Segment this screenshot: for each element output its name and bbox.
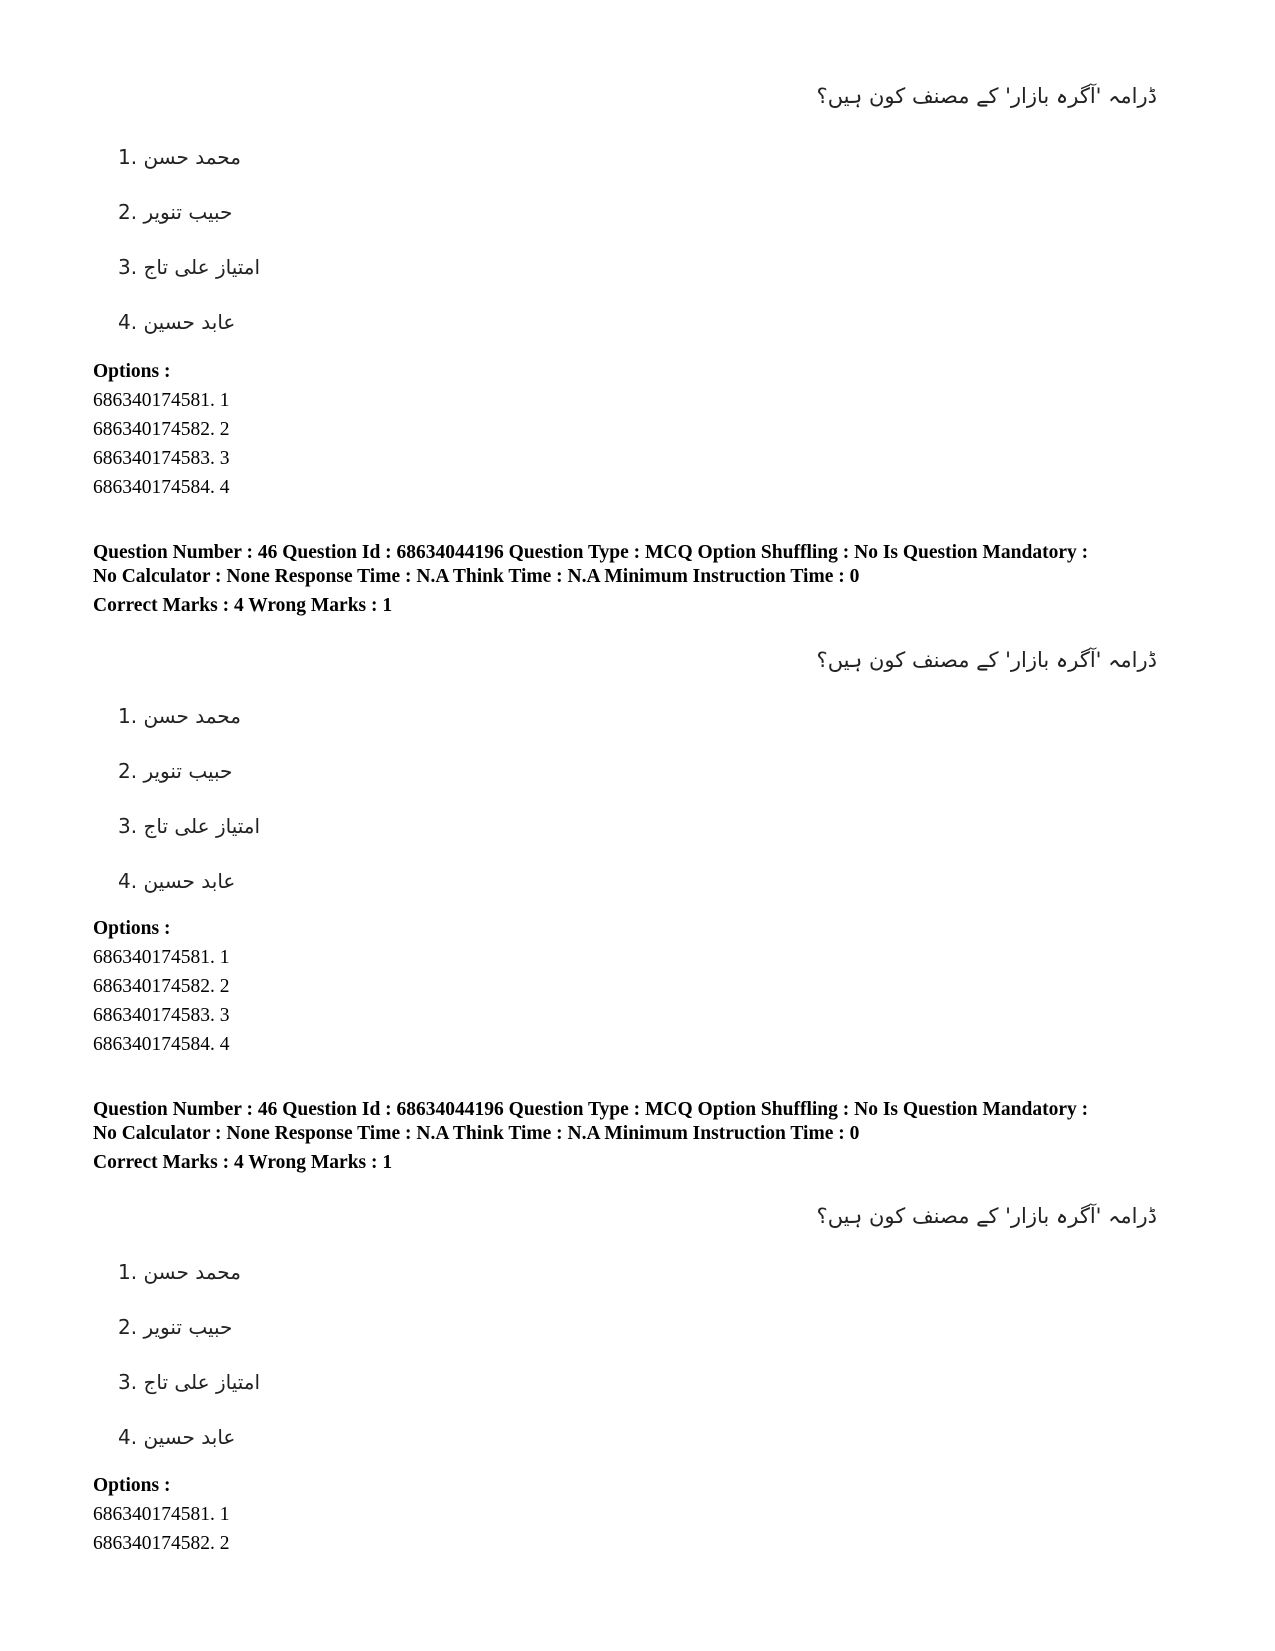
choice-text: محمد حسن xyxy=(143,144,241,169)
choice-item xyxy=(118,184,260,239)
meta-line-2: No Calculator : None Response Time : N.A Think Time : N.A Minimum Instruction Time : 0 xyxy=(93,566,860,587)
choice-number: 1. xyxy=(118,1259,138,1284)
choice-item xyxy=(118,743,260,798)
choice-item xyxy=(118,853,260,908)
question-text: ڈرامہ 'آگرہ بازار' کے مصنف کون ہیں؟ xyxy=(816,1204,1157,1228)
options-label: Options : xyxy=(93,361,171,382)
meta-line-2: No Calculator : None Response Time : N.A Think Time : N.A Minimum Instruction Time : 0 xyxy=(93,1123,860,1144)
choice-text: محمد حسن xyxy=(143,1259,241,1284)
option-id: 686340174581. 1 xyxy=(93,947,230,968)
option-id: 686340174581. 1 xyxy=(93,1504,230,1525)
choice-list xyxy=(118,688,260,908)
question-meta xyxy=(93,541,1203,618)
choice-text: حبیب تنویر xyxy=(143,1314,233,1339)
choice-number: 2. xyxy=(118,199,138,224)
choice-number: 1. xyxy=(118,703,138,728)
choice-item xyxy=(118,688,260,743)
marks-line: Correct Marks : 4 Wrong Marks : 1 xyxy=(93,595,393,616)
option-id: 686340174581. 1 xyxy=(93,390,230,411)
choice-text: حبیب تنویر xyxy=(143,758,233,783)
choice-item xyxy=(118,129,260,184)
choice-item xyxy=(118,239,260,294)
question-text: ڈرامہ 'آگرہ بازار' کے مصنف کون ہیں؟ xyxy=(816,648,1157,672)
choice-text: محمد حسن xyxy=(143,703,241,728)
choice-number: 2. xyxy=(118,1314,138,1339)
marks-line: Correct Marks : 4 Wrong Marks : 1 xyxy=(93,1152,393,1173)
options-section xyxy=(93,914,230,1059)
question-meta xyxy=(93,1098,1203,1175)
choice-item xyxy=(118,1244,260,1299)
choice-item xyxy=(118,798,260,853)
choice-number: 4. xyxy=(118,309,138,334)
options-label: Options : xyxy=(93,918,171,939)
option-id: 686340174584. 4 xyxy=(93,477,230,498)
options-section xyxy=(93,357,230,502)
choice-text: عابد حسین xyxy=(143,868,236,893)
choice-text: امتیاز علی تاج xyxy=(143,1369,261,1394)
options-section xyxy=(93,1471,230,1558)
choice-number: 4. xyxy=(118,868,138,893)
choice-item xyxy=(118,1409,260,1464)
question-text: ڈرامہ 'آگرہ بازار' کے مصنف کون ہیں؟ xyxy=(816,84,1157,108)
choice-list xyxy=(118,1244,260,1464)
choice-number: 4. xyxy=(118,1424,138,1449)
choice-item xyxy=(118,294,260,349)
choice-text: عابد حسین xyxy=(143,1424,236,1449)
choice-number: 2. xyxy=(118,758,138,783)
choice-list xyxy=(118,129,260,349)
choice-text: امتیاز علی تاج xyxy=(143,813,261,838)
options-label: Options : xyxy=(93,1475,171,1496)
choice-text: حبیب تنویر xyxy=(143,199,233,224)
meta-line-1: Question Number : 46 Question Id : 68634044196 Question Type : MCQ Option Shuffling : No Is Question Mandatory : xyxy=(93,542,1089,563)
choice-number: 1. xyxy=(118,144,138,169)
option-id: 686340174582. 2 xyxy=(93,419,230,440)
choice-number: 3. xyxy=(118,1369,138,1394)
option-id: 686340174583. 3 xyxy=(93,448,230,469)
option-id: 686340174582. 2 xyxy=(93,976,230,997)
choice-number: 3. xyxy=(118,254,138,279)
choice-text: عابد حسین xyxy=(143,309,236,334)
option-id: 686340174583. 3 xyxy=(93,1005,230,1026)
meta-line-1: Question Number : 46 Question Id : 68634044196 Question Type : MCQ Option Shuffling : No Is Question Mandatory : xyxy=(93,1099,1089,1120)
choice-number: 3. xyxy=(118,813,138,838)
option-id: 686340174584. 4 xyxy=(93,1034,230,1055)
choice-text: امتیاز علی تاج xyxy=(143,254,261,279)
option-id: 686340174582. 2 xyxy=(93,1533,230,1554)
choice-item xyxy=(118,1354,260,1409)
choice-item xyxy=(118,1299,260,1354)
